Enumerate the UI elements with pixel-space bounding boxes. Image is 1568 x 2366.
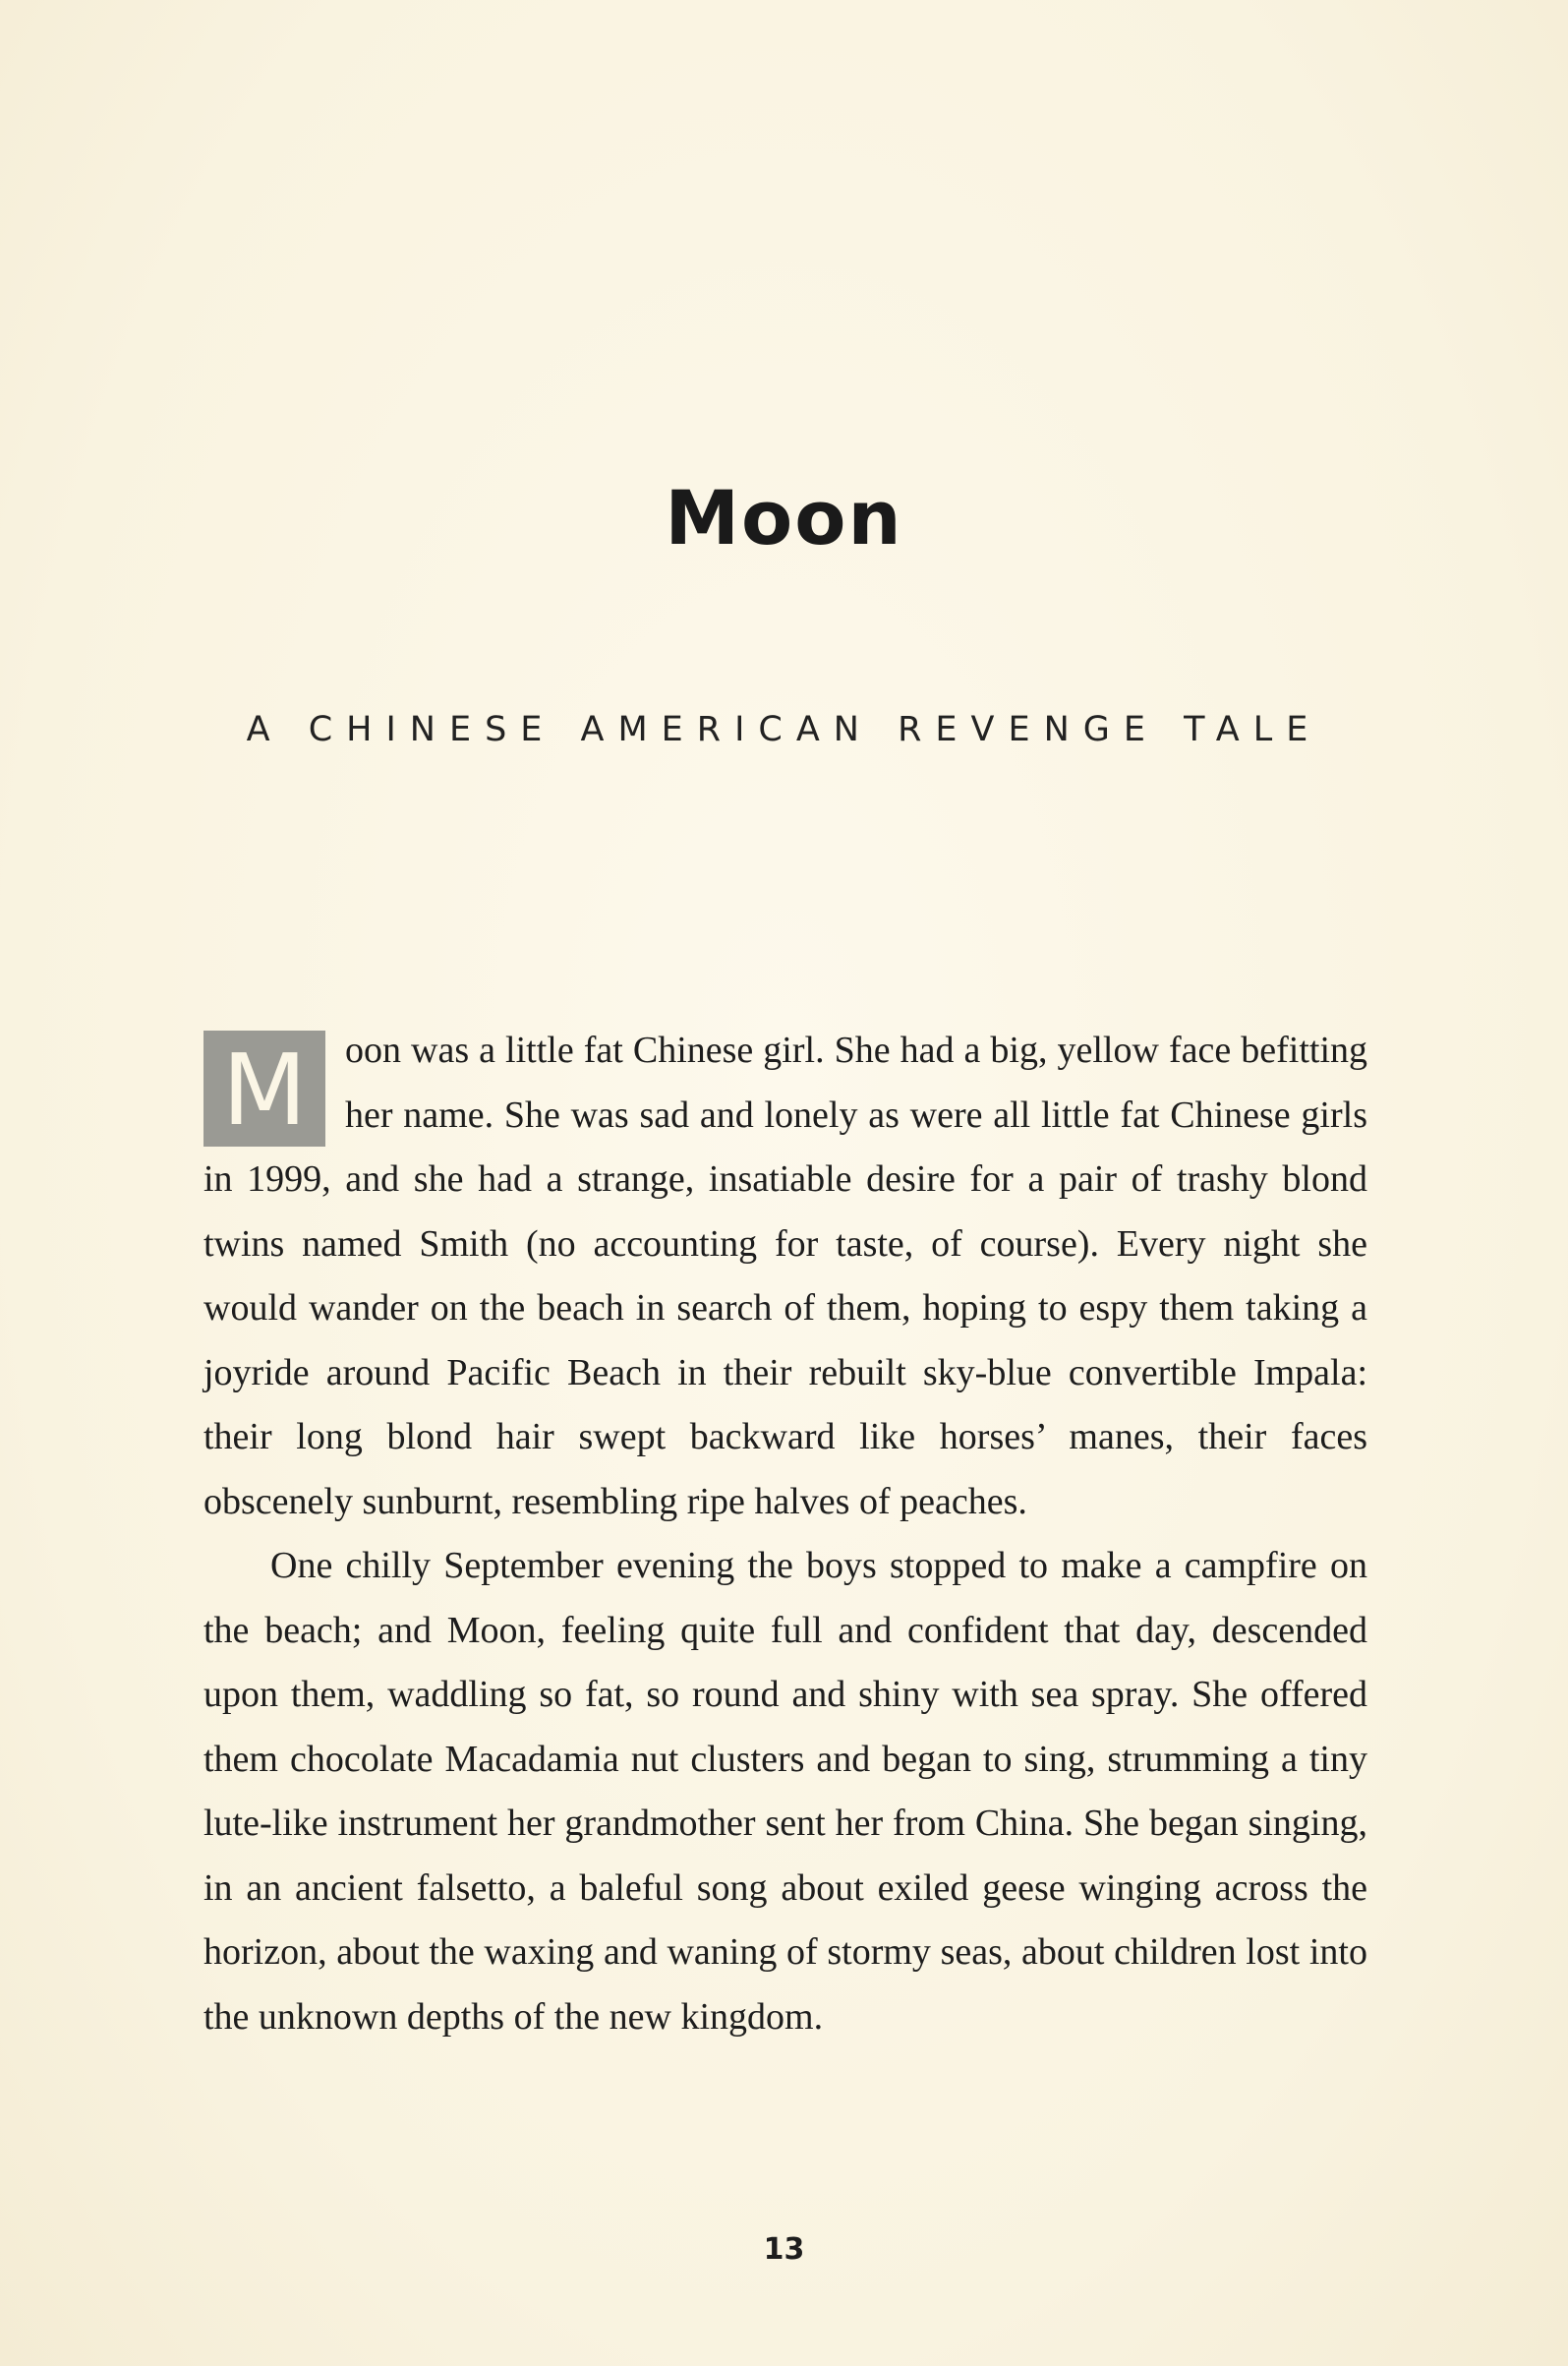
chapter-body (203, 1019, 1367, 2049)
page-number: 13 (763, 2232, 805, 2267)
drop-cap-letter: M (221, 1033, 308, 1148)
paragraph-1 (203, 1019, 1367, 1534)
chapter-title: Moon (665, 474, 903, 562)
paragraph-2: One chilly September evening the boys stopped to make a campfire on the beach; and Moon, feeling quite full and confident that day, descended upon them, waddling so fat, so round and shiny with sea spray. She offered them chocolate Macadamia nut clusters and began to sing, strumming a tiny lute-like instrument her grandmother sent her from China. She began singing, in an ancient falsetto, a baleful song about exiled geese winging across the horizon, about the waxing and waning of stormy seas, about children lost into the unknown depths of the new kingdom. (203, 1545, 1367, 2038)
chapter-subtitle: A CHINESE AMERICAN REVENGE TALE (246, 710, 1322, 749)
drop-cap (203, 1031, 325, 1147)
paragraph-1-text: oon was a little fat Chinese girl. She had a big, yellow face befitting her name. She was sad and lonely as were all little fat Chinese girls in 1999, and she had a strange, insatiable desire for a pair of trashy blond twins named Smith (no accounting for taste, of course). Every night she would wander on the beach in search of them, hoping to espy them taking a joyride around Pacific Beach in their rebuilt sky-blue convertible Impala: their long blond hair swept backward like horses’ manes, their faces obscenely sunburnt, resembling ripe halves of peaches. (203, 1030, 1367, 1522)
